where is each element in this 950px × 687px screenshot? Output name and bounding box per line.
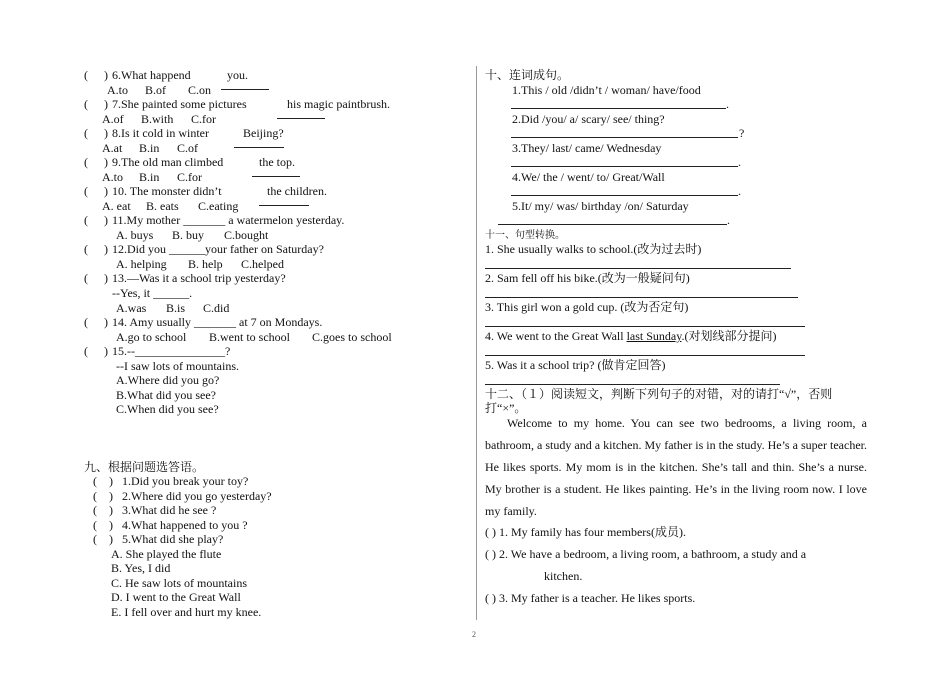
question-stem: 7.She painted some pictures: [112, 97, 247, 111]
paren-open: (: [84, 242, 88, 256]
option-b: B.is: [166, 301, 186, 315]
true-false-item: ( ) 1. My family has four members(成员).: [485, 525, 686, 539]
question-stem: 12.Did you ______your father on Saturday?: [112, 242, 324, 256]
answer-line: [485, 268, 791, 269]
question-stem: 13.—Was it a school trip yesterday?: [112, 271, 286, 285]
option-c: C.bought: [224, 228, 269, 242]
paren-open: (: [84, 97, 88, 111]
option-c: C.for: [177, 170, 202, 184]
answer-line: [485, 384, 780, 385]
paren-open: (: [84, 68, 88, 82]
question-stem: 10. The monster didn’t: [112, 184, 222, 198]
paren-open: (: [84, 213, 88, 227]
option-c: C.When did you see?: [116, 402, 219, 416]
column-divider: [476, 66, 477, 620]
match-answer: E. I fell over and hurt my knee.: [111, 605, 262, 619]
transform-item-4: [485, 329, 776, 343]
section-12-title: 十二、（１）阅读短文，判断下列句子的对错，对的请打“√”，否则: [485, 387, 833, 401]
option-a: A.at: [102, 141, 123, 155]
match-question: 4.What happened to you ?: [122, 518, 248, 532]
transform-item-4-pre: 4. We went to the Great Wall: [485, 329, 627, 343]
question-stem: 9.The old man climbed: [112, 155, 224, 169]
transform-item-4-post: .(对划线部分提问): [681, 329, 777, 343]
option-c: C.for: [191, 112, 216, 126]
paren-close: ): [104, 68, 108, 82]
question-tail: the top.: [259, 155, 295, 169]
paren-pair: ( ): [93, 532, 113, 546]
page-number: 2: [472, 630, 476, 639]
true-false-item: ( ) 3. My father is a teacher. He likes sports.: [485, 591, 696, 605]
answer-blank: [221, 89, 269, 90]
paren-pair: ( ): [93, 503, 113, 517]
paren-close: ): [104, 242, 108, 256]
option-b: B.of: [145, 83, 166, 97]
option-a: A.go to school: [116, 330, 187, 344]
section-10-title: 十、连词成句。: [485, 68, 570, 82]
answer-line: [511, 195, 738, 196]
option-c: C.goes to school: [312, 330, 392, 344]
reorder-item: 4.We/ the / went/ to/ Great/Wall: [512, 170, 665, 184]
option-a: A.to: [107, 83, 128, 97]
match-answer: D. I went to the Great Wall: [111, 590, 241, 604]
true-false-item: ( ) 2. We have a bedroom, a living room, a bathroom, a study and a: [485, 547, 807, 561]
sentence-end: .: [726, 97, 729, 111]
option-c: C.did: [203, 301, 230, 315]
true-false-item-cont: kitchen.: [544, 569, 583, 583]
match-question: 2.Where did you go yesterday?: [122, 489, 272, 503]
paren-close: ): [104, 97, 108, 111]
paren-close: ): [104, 184, 108, 198]
sentence-end: .: [727, 213, 730, 227]
reorder-item: 3.They/ last/ came/ Wednesday: [512, 141, 662, 155]
question-tail: the children.: [267, 184, 327, 198]
paren-close: ): [104, 344, 108, 358]
option-a: A. helping: [116, 257, 167, 271]
transform-item: 2. Sam fell off his bike.(改为一般疑问句): [485, 271, 690, 285]
paren-pair: ( ): [93, 474, 113, 488]
answer-line: [498, 224, 727, 225]
transform-item: 1. She usually walks to school.(改为过去时): [485, 242, 702, 256]
answer-blank: [277, 118, 325, 119]
option-a: A.was: [116, 301, 147, 315]
option-a: A. eat: [102, 199, 131, 213]
option-a: A. buys: [116, 228, 154, 242]
paren-open: (: [84, 344, 88, 358]
question-answer-line: --I saw lots of mountains.: [116, 359, 239, 373]
match-question: 5.What did she play?: [122, 532, 224, 546]
option-a: A.to: [102, 170, 123, 184]
reorder-item: 2.Did /you/ a/ scary/ see/ thing?: [512, 112, 665, 126]
option-b: B. buy: [172, 228, 205, 242]
match-answer: C. He saw lots of mountains: [111, 576, 247, 590]
option-b: B.in: [139, 141, 160, 155]
option-c: C.helped: [241, 257, 284, 271]
section-9-title: 九、根据问题选答语。: [84, 460, 205, 474]
paren-close: ): [104, 126, 108, 140]
option-a: A.Where did you go?: [116, 373, 220, 387]
option-b: B.What did you see?: [116, 388, 216, 402]
sentence-end: .: [738, 184, 741, 198]
question-stem: 15.--_______________?: [112, 344, 231, 358]
option-a: A.of: [102, 112, 124, 126]
option-b: B.with: [141, 112, 174, 126]
answer-line: [511, 137, 738, 138]
question-stem: 6.What happend: [112, 68, 191, 82]
paren-close: ): [104, 271, 108, 285]
answer-line: [485, 326, 805, 327]
paren-pair: ( ): [93, 489, 113, 503]
paren-close: ): [104, 315, 108, 329]
reading-passage: Welcome to my home. You can see two bedrooms, a living room, a bathroom, a study and a kitchen. My father is in the study. He’s a super teacher. He likes sports. My mom is in the kitchen. She’s tall and thin. She’s a nurse. My brother is a student. He likes painting. He’s in the living room now. I love my family.: [485, 416, 867, 518]
option-b: B. help: [188, 257, 223, 271]
answer-blank: [234, 147, 284, 148]
section-11-title: 十一、句型转换。: [485, 230, 565, 241]
match-answer: B. Yes, I did: [111, 561, 171, 575]
match-question: 1.Did you break your toy?: [122, 474, 249, 488]
underlined-phrase: last Sunday: [626, 329, 682, 343]
question-tail: his magic paintbrush.: [287, 97, 390, 111]
answer-blank: [252, 176, 300, 177]
option-b: B.in: [139, 170, 160, 184]
transform-item: 3. This girl won a gold cup. (改为否定句): [485, 300, 689, 314]
option-b: B.went to school: [209, 330, 290, 344]
option-c: C.eating: [198, 199, 239, 213]
answer-line: [511, 108, 726, 109]
transform-item: 5. Was it a school trip? (做肯定回答): [485, 358, 666, 372]
reorder-item: 5.It/ my/ was/ birthday /on/ Saturday: [512, 199, 689, 213]
question-tail: you.: [227, 68, 248, 82]
paren-close: ): [104, 155, 108, 169]
answer-line: [485, 297, 798, 298]
paren-pair: ( ): [93, 518, 113, 532]
section-12-title-cont: 打“×”。: [485, 401, 527, 415]
answer-line: [511, 166, 738, 167]
option-b: B. eats: [146, 199, 179, 213]
question-stem: 11.My mother _______ a watermelon yesterday.: [112, 213, 345, 227]
option-c: C.of: [177, 141, 198, 155]
paren-open: (: [84, 184, 88, 198]
match-answer: A. She played the flute: [111, 547, 222, 561]
answer-line: [485, 355, 805, 356]
answer-blank: [259, 205, 309, 206]
question-answer-line: --Yes, it ______.: [112, 286, 193, 300]
question-stem: 8.Is it cold in winter: [112, 126, 209, 140]
reorder-item: 1.This / old /didn’t / woman/ have/food: [512, 83, 701, 97]
match-question: 3.What did he see ?: [122, 503, 217, 517]
paren-close: ): [104, 213, 108, 227]
sentence-end: ?: [739, 126, 745, 140]
paren-open: (: [84, 155, 88, 169]
option-c: C.on: [188, 83, 212, 97]
question-tail: Beijing?: [243, 126, 284, 140]
paren-open: (: [84, 315, 88, 329]
question-stem: 14. Amy usually _______ at 7 on Mondays.: [112, 315, 323, 329]
paren-open: (: [84, 271, 88, 285]
sentence-end: .: [738, 155, 741, 169]
paren-open: (: [84, 126, 88, 140]
